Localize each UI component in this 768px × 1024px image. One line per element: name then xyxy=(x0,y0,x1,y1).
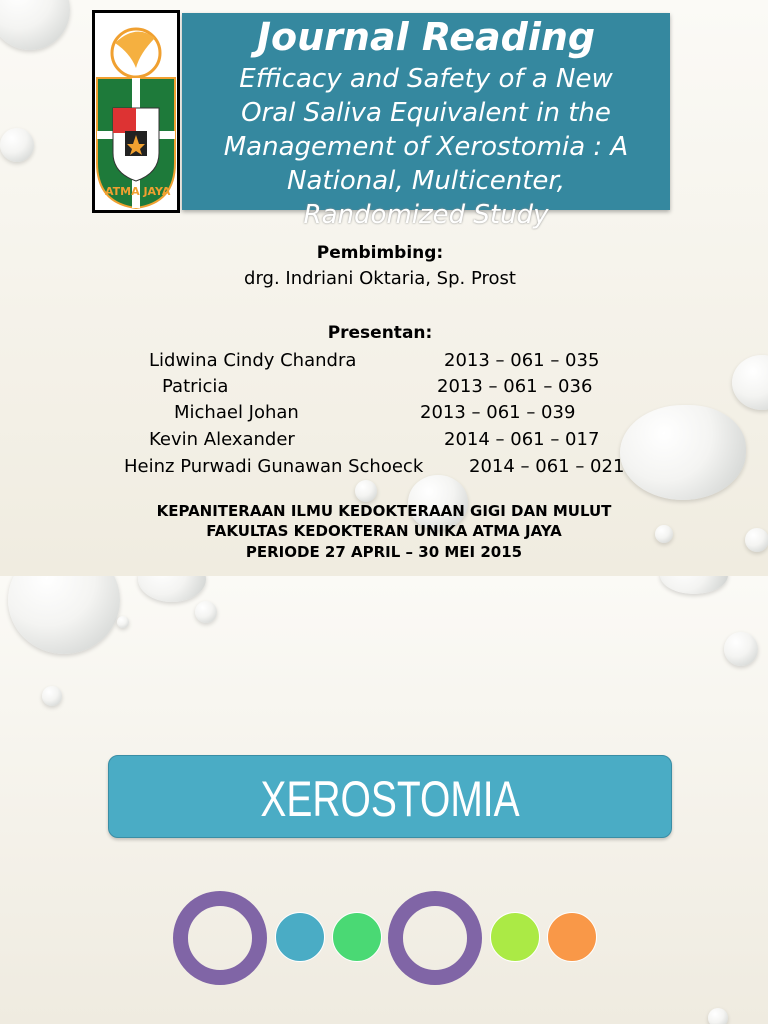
presenter-nim: 2014 – 061 – 017 xyxy=(444,429,600,450)
water-drop xyxy=(732,355,768,410)
presenter-nim: 2013 – 061 – 035 xyxy=(444,350,600,371)
subtitle-line: National, Multicenter, xyxy=(287,166,565,196)
water-drop xyxy=(117,616,129,628)
presenter-name: Lidwina Cindy Chandra xyxy=(149,350,357,371)
presenter-name: Patricia xyxy=(162,376,229,397)
water-drop xyxy=(620,405,746,500)
heading-box xyxy=(108,755,672,838)
logo-text: ATMA JAYA xyxy=(105,185,171,198)
water-drop xyxy=(42,686,62,706)
subtitle xyxy=(182,62,670,232)
slide-xerostomia xyxy=(0,576,768,1024)
heading: XEROSTOMIA xyxy=(260,771,520,827)
dot-decoration-lime xyxy=(490,912,540,962)
presenter-name: Kevin Alexander xyxy=(149,429,295,450)
dot-decoration-green xyxy=(332,912,382,962)
dot-decoration-orange xyxy=(547,912,597,962)
presentan-label: Presentan: xyxy=(327,323,433,343)
presenter-nim: 2013 – 061 – 036 xyxy=(437,376,593,397)
water-drop xyxy=(195,601,217,623)
ring-decoration xyxy=(173,891,267,985)
subtitle-line: Efficacy and Safety of a New xyxy=(239,64,613,94)
ring-decoration xyxy=(388,891,482,985)
pembimbing-name: drg. Indriani Oktaria, Sp. Prost xyxy=(244,268,516,289)
water-drop xyxy=(138,576,206,602)
presenter-nim: 2014 – 061 – 021 xyxy=(469,456,625,477)
water-drop xyxy=(708,1008,728,1024)
subtitle-line: Management of Xerostomia : A xyxy=(223,132,629,162)
subtitle-line: Randomized Study xyxy=(303,200,549,230)
water-drop xyxy=(724,632,758,666)
presenter-nim: 2013 – 061 – 039 xyxy=(420,402,576,423)
dot-decoration-blue xyxy=(275,912,325,962)
water-drop xyxy=(8,576,120,654)
atma-jaya-logo xyxy=(92,10,180,213)
water-drop xyxy=(355,480,377,502)
presenter-name: Michael Johan xyxy=(174,402,299,423)
presenter-name: Heinz Purwadi Gunawan Schoeck xyxy=(124,456,424,477)
subtitle-line: Oral Saliva Equivalent in the xyxy=(241,98,611,128)
footer-line: PERIODE 27 APRIL – 30 MEI 2015 xyxy=(245,543,523,561)
water-drop xyxy=(0,128,34,162)
footer-line: KEPANITERAAN ILMU KEDOKTERAAN GIGI DAN MULUT xyxy=(156,502,612,520)
water-drop xyxy=(660,576,728,594)
footer-line: FAKULTAS KEDOKTERAN UNIKA ATMA JAYA xyxy=(206,522,562,540)
water-drop xyxy=(0,0,70,50)
pembimbing-label: Pembimbing: xyxy=(316,243,444,263)
title: Journal Reading xyxy=(256,15,596,59)
